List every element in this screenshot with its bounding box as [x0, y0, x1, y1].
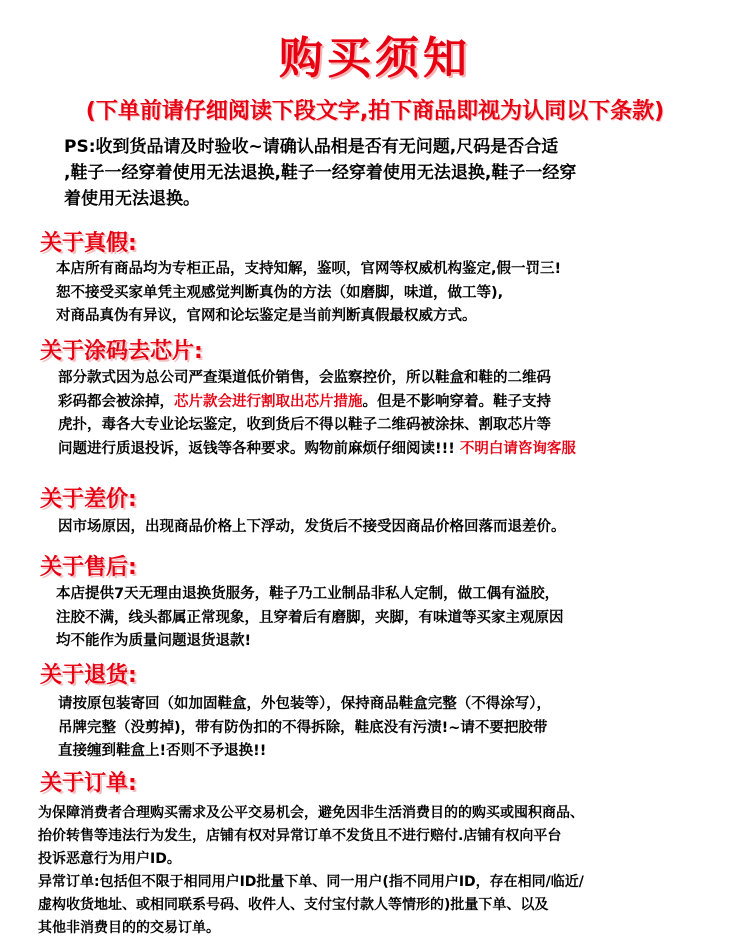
text-line: 为保障消费者合理购买需求及公平交易机会，避免因非生活消费目的的购买或囤积商品、: [38, 805, 584, 821]
ps-notice: [64, 134, 724, 212]
section-body-orders: [38, 802, 584, 940]
ps-line: PS:收到货品请及时验收~请确认品相是否有无问题,尺码是否合适: [64, 137, 559, 157]
ps-line: ,鞋子一经穿着使用无法退换,鞋子一经穿着使用无法退换,鞋子一经穿: [64, 163, 577, 183]
text-segment: 问题进行质退投诉，返钱等各种要求。购物前麻烦仔细阅读!!!: [58, 440, 460, 457]
section-body-after-sales: [56, 583, 564, 654]
section-body-returns: [58, 693, 551, 764]
text-line: 本店所有商品均为专柜正品，支持知解，鉴呗，官网等权威机构鉴定,假一罚三!: [56, 261, 562, 277]
section-heading-returns: 关于退货:: [40, 663, 137, 688]
section-body-authenticity: [56, 258, 561, 329]
ps-line: 着使用无法退换。: [64, 189, 200, 209]
section-heading-price-difference: 关于差价:: [40, 487, 137, 512]
text-line: 抬价转售等违法行为发生，店铺有权对异常订单不发货且不进行赔付.店铺有权向平台: [38, 828, 562, 844]
section-heading-after-sales: 关于售后:: [40, 555, 137, 580]
page-title: 购买须知: [279, 33, 471, 84]
text-line: 对商品真伪有异议，官网和论坛鉴定是当前判断真假最权威方式。: [56, 308, 477, 324]
section-heading-authenticity: 关于真假:: [40, 231, 137, 256]
text-line: 均不能作为质量问题退货退款!: [56, 633, 252, 649]
text-line: 部分款式因为总公司严查渠道低价销售，会监察控价，所以鞋盒和鞋的二维码: [58, 370, 551, 386]
text-line: 吊牌完整（没剪掉)，带有防伪扣的不得拆除，鞋底没有污渍!~请不要把胶带: [58, 719, 548, 736]
chip-removal-notice: 芯片款会进行割取出芯片措施: [174, 393, 363, 410]
text-line: 异常订单:包括但不限于相同用户ID批量下单、同一用户(指不同用户ID，存在相同/临近/: [38, 874, 584, 890]
page-subtitle: (下单前请仔细阅读下段文字,拍下商品即视为认同以下条款): [85, 99, 665, 124]
text-line: 恕不接受买家单凭主观感觉判断真伪的方法（如磨脚，味道，做工等),: [56, 284, 504, 301]
text-line: 其他非消费目的的交易订单。: [38, 920, 220, 936]
section-body-price-difference: [58, 516, 566, 540]
text-line: [58, 391, 576, 415]
contact-service-notice: 不明白请咨询客服: [459, 440, 576, 457]
text-line: 请按原包装寄回（如加固鞋盒，外包装等），保持商品鞋盒完整（不得涂写），: [58, 696, 551, 712]
text-segment: 。但是不影响穿着。鞋子支持: [362, 393, 551, 410]
text-line: 直接缠到鞋盒上!否则不予退换!!: [58, 743, 267, 759]
text-line: 虚构收货地址、或相同联系号码、收件人、支付宝付款人等情形的)批量下单、以及: [38, 897, 549, 913]
text-line: 因市场原因，出现商品价格上下浮动，发货后不接受因商品价格回落而退差价。: [58, 519, 566, 535]
text-line: 注胶不满，线头都属正常现象，且穿着后有磨脚，夹脚，有味道等买家主观原因: [56, 609, 564, 626]
section-heading-code-chip: 关于涂码去芯片:: [40, 339, 203, 364]
section-body-code-chip: [58, 367, 576, 461]
text-segment: 彩码都会被涂掉，: [58, 393, 174, 410]
text-line: 虎扑，毒各大专业论坛鉴定，收到货后不得以鞋子二维码被涂抹、割取芯片等: [58, 417, 551, 433]
text-line: [58, 438, 576, 462]
section-heading-orders: 关于订单:: [40, 771, 137, 796]
text-line: 本店提供7天无理由退换货服务，鞋子乃工业制品非私人定制，做工偶有溢胶，: [56, 586, 560, 602]
text-line: 投诉恶意行为用户ID。: [38, 851, 181, 867]
